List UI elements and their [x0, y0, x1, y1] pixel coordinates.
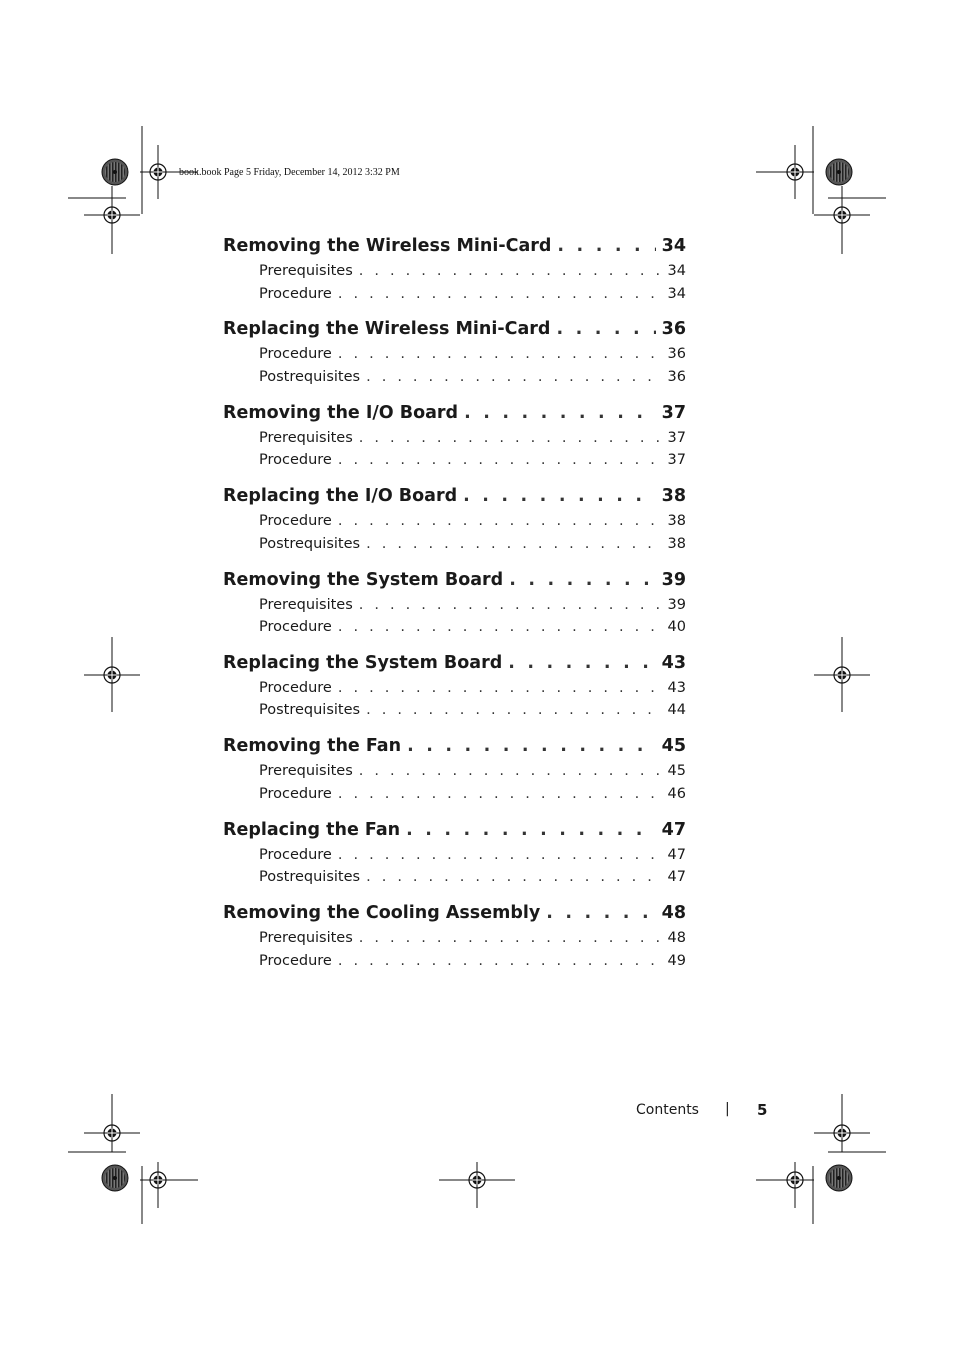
toc-entry-sub[interactable]	[223, 597, 686, 620]
dot-leader	[338, 286, 660, 302]
toc-section	[223, 319, 686, 402]
crop-mark-bottom-center	[439, 1162, 515, 1208]
toc-sub-page: 46	[667, 785, 686, 802]
toc-heading-title: Replacing the Fan	[223, 819, 401, 840]
toc-sub-page: 39	[667, 596, 686, 613]
toc-entry-sub[interactable]	[223, 786, 686, 809]
dot-leader	[338, 953, 660, 969]
toc-sub-page: 34	[667, 285, 686, 302]
toc-heading-title: Replacing the System Board	[223, 652, 503, 673]
registration-target-bottom-center	[469, 1172, 485, 1188]
toc-section	[223, 570, 686, 653]
toc-heading-page: 37	[661, 402, 686, 423]
dot-leader	[366, 869, 660, 885]
toc-entry-sub[interactable]	[223, 930, 686, 953]
dot-leader	[464, 403, 656, 423]
toc-sub-page: 47	[667, 846, 686, 863]
registration-star-bottom-left	[102, 1165, 128, 1191]
toc-sub-page: 47	[667, 869, 686, 886]
toc-entry-sub[interactable]	[223, 619, 686, 642]
toc-entry-sub[interactable]	[223, 513, 686, 536]
toc-heading-title: Replacing the Wireless Mini-Card	[223, 319, 551, 340]
toc-entry-sub[interactable]	[223, 286, 686, 309]
toc-sub-page: 38	[667, 513, 686, 530]
toc-sub-page: 49	[667, 952, 686, 969]
dot-leader	[407, 736, 656, 756]
crop-mark-top-left	[68, 126, 198, 254]
toc-heading-title: Removing the Wireless Mini-Card	[223, 236, 552, 256]
toc-section	[223, 403, 686, 486]
toc-entry-sub[interactable]	[223, 263, 686, 286]
dot-leader	[366, 702, 660, 718]
dot-leader	[359, 430, 660, 446]
dot-leader	[359, 763, 660, 779]
footer-section-label: Contents	[636, 1102, 699, 1118]
toc-sub-page: 40	[667, 619, 686, 636]
toc-entry-heading[interactable]	[223, 319, 686, 346]
toc-heading-page: 34	[661, 236, 686, 256]
registration-target-bottom-left-1	[104, 1125, 120, 1141]
registration-star-bottom-right	[826, 1165, 852, 1191]
toc-sub-page: 38	[667, 535, 686, 552]
dot-leader	[359, 597, 660, 613]
crop-mark-mid-left	[84, 637, 140, 712]
toc-sub-page: 45	[667, 763, 686, 780]
toc-sub-page: 36	[667, 368, 686, 385]
toc-sub-title: Postrequisites	[259, 368, 361, 385]
registration-target-top-right-2	[834, 207, 850, 223]
toc-entry-sub[interactable]	[223, 847, 686, 870]
toc-heading-page: 43	[661, 652, 686, 673]
toc-sub-title: Procedure	[259, 952, 332, 969]
toc-sub-page: 43	[667, 679, 686, 696]
crop-mark-bottom-left	[68, 1094, 198, 1224]
toc-heading-page: 48	[661, 903, 686, 924]
toc-entry-sub[interactable]	[223, 702, 686, 725]
registration-target-bottom-right-2	[787, 1172, 803, 1188]
toc-entry-heading[interactable]	[223, 653, 686, 680]
toc-entry-heading[interactable]	[223, 570, 686, 597]
toc-entry-sub[interactable]	[223, 430, 686, 453]
toc-sub-title: Prerequisites	[259, 263, 353, 279]
print-slug-header: book.book Page 5 Friday, December 14, 2012 3:32 PM	[179, 167, 400, 178]
toc-heading-title: Removing the Fan	[223, 736, 402, 757]
footer-separator: |	[725, 1101, 730, 1117]
toc-entry-sub[interactable]	[223, 452, 686, 475]
dot-leader	[338, 680, 660, 696]
toc-section	[223, 653, 686, 736]
toc-sub-page: 36	[667, 346, 686, 363]
dot-leader	[366, 369, 660, 385]
dot-leader	[338, 847, 660, 863]
toc-sub-title: Procedure	[259, 785, 332, 802]
toc-heading-page: 45	[661, 736, 686, 757]
toc-sub-title: Prerequisites	[259, 763, 353, 780]
toc-sub-page: 48	[667, 930, 686, 947]
toc-sub-title: Procedure	[259, 619, 332, 636]
toc-heading-page: 47	[661, 819, 686, 840]
registration-target-top-left-2	[104, 207, 120, 223]
toc-entry-sub[interactable]	[223, 346, 686, 369]
dot-leader	[366, 536, 660, 552]
toc-entry-sub[interactable]	[223, 953, 686, 976]
toc-section	[223, 820, 686, 903]
dot-leader	[509, 570, 655, 590]
toc-entry-sub[interactable]	[223, 869, 686, 892]
dot-leader	[338, 513, 660, 529]
dot-leader	[359, 930, 660, 946]
footer-page-number: 5	[757, 1101, 768, 1119]
toc-sub-title: Prerequisites	[259, 596, 353, 613]
dot-leader	[359, 263, 660, 279]
toc-sub-title: Procedure	[259, 452, 332, 469]
toc-entry-heading[interactable]	[223, 736, 686, 763]
registration-target-top-right-1	[787, 164, 803, 180]
dot-leader	[338, 619, 660, 635]
toc-section	[223, 486, 686, 569]
toc-sub-title: Procedure	[259, 679, 332, 696]
toc-entry-heading[interactable]	[223, 486, 686, 513]
crop-mark-top-right	[756, 126, 886, 254]
registration-target-bottom-left-2	[150, 1172, 166, 1188]
toc-entry-sub[interactable]	[223, 369, 686, 392]
toc-heading-page: 36	[661, 319, 686, 340]
toc-sub-title: Procedure	[259, 346, 332, 363]
registration-star-top-left	[102, 159, 128, 185]
toc-section	[223, 236, 686, 319]
dot-leader	[338, 346, 660, 362]
toc-heading-page: 39	[661, 569, 686, 590]
registration-target-bottom-right-1	[834, 1125, 850, 1141]
toc-sub-title: Procedure	[259, 846, 332, 863]
registration-target-mid-left	[104, 667, 120, 683]
table-of-contents	[223, 236, 686, 987]
dot-leader	[557, 236, 655, 256]
toc-sub-title: Postrequisites	[259, 869, 361, 886]
registration-star-top-right	[826, 159, 852, 185]
toc-section	[223, 736, 686, 819]
toc-sub-title: Prerequisites	[259, 429, 353, 446]
toc-entry-sub[interactable]	[223, 536, 686, 559]
toc-heading-page: 38	[661, 486, 686, 507]
toc-heading-title: Removing the Cooling Assembly	[223, 903, 541, 924]
toc-sub-title: Prerequisites	[259, 930, 353, 947]
toc-sub-page: 34	[667, 263, 686, 279]
dot-leader	[338, 452, 660, 468]
toc-entry-heading[interactable]	[223, 820, 686, 847]
registration-target-mid-right	[834, 667, 850, 683]
toc-entry-heading[interactable]	[223, 403, 686, 430]
crop-mark-bottom-right	[756, 1094, 886, 1224]
toc-sub-page: 44	[667, 702, 686, 719]
toc-sub-title: Procedure	[259, 513, 332, 530]
toc-section	[223, 903, 686, 986]
toc-sub-page: 37	[667, 429, 686, 446]
toc-heading-title: Removing the System Board	[223, 569, 504, 590]
toc-entry-heading[interactable]	[223, 903, 686, 930]
toc-sub-title: Procedure	[259, 285, 332, 302]
dot-leader	[406, 820, 656, 840]
toc-sub-title: Postrequisites	[259, 535, 361, 552]
registration-target-top-left-1	[150, 164, 166, 180]
toc-sub-page: 37	[667, 452, 686, 469]
dot-leader	[556, 319, 655, 339]
toc-entry-heading[interactable]	[223, 236, 686, 263]
dot-leader	[463, 486, 656, 506]
dot-leader	[338, 786, 660, 802]
toc-entry-sub[interactable]	[223, 763, 686, 786]
crop-mark-mid-right	[814, 637, 870, 712]
toc-entry-sub[interactable]	[223, 680, 686, 703]
dot-leader	[546, 903, 655, 923]
toc-sub-title: Postrequisites	[259, 702, 361, 719]
toc-heading-title: Replacing the I/O Board	[223, 486, 458, 507]
toc-heading-title: Removing the I/O Board	[223, 402, 459, 423]
dot-leader	[508, 653, 655, 673]
